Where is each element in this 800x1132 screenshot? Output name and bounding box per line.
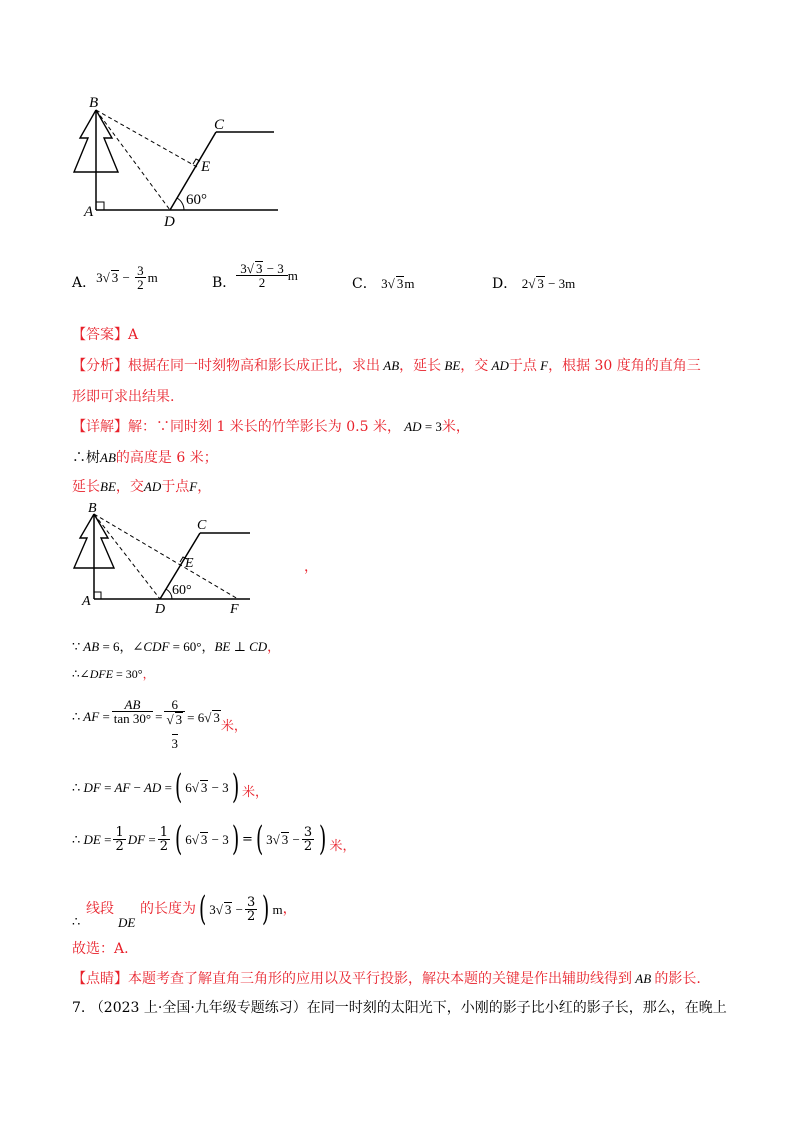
fig1-label-E: E xyxy=(201,159,211,175)
comment-line: 【点睛】本题考查了解直角三角形的应用以及平行投影，解决本题的关键是作出辅助线得到 AB 的影长. xyxy=(72,971,701,987)
detail-line-3: 延长BE，交AD于点F， xyxy=(72,479,212,495)
fig1-label-D: D xyxy=(164,214,175,230)
choose-line: 故选：A. xyxy=(72,941,129,957)
option-a[interactable] xyxy=(72,262,158,292)
step-4: ∴ DF = AF − AD = ( 6√ 3 − 3 ) 米， xyxy=(72,767,268,807)
question-7 xyxy=(72,1001,727,1015)
step-2: ∴∠DFE = 30°， xyxy=(72,667,155,681)
step-1: ∵ AB = 6，∠CDF = 60°，BE ⊥ CD， xyxy=(72,639,281,655)
analysis-line-1: 【分析】根据在同一时刻物高和影长成正比，求出 AB，延长 BE，交 AD于点 F，根据 30 度角的直角三 xyxy=(72,358,701,374)
fig2-angle-label: 60° xyxy=(172,583,192,598)
option-b-label: B． xyxy=(212,275,237,291)
fig1-angle-label: 60° xyxy=(186,192,207,208)
option-c-expression: 3√ 3m xyxy=(381,276,415,291)
fig2-label-F: F xyxy=(230,602,239,617)
fig1-label-B: B xyxy=(89,95,99,111)
answer-value: A xyxy=(128,327,139,343)
answer-tag: 【答案】 xyxy=(72,327,128,343)
detail-tag: 【详解】 xyxy=(72,419,128,435)
answer-line xyxy=(72,328,138,342)
option-c-label: C． xyxy=(352,276,377,292)
detail-line-2: ∴树AB的高度是 6 米； xyxy=(72,450,218,466)
figure-1-diagram xyxy=(60,90,290,230)
step-3: ∴ AF = $\frac{AB}{\tan 30^\circ}$ = 6 √ 3 3 = 6√ 3 米， xyxy=(72,697,247,751)
analysis-line-2: 形即可求出结果. xyxy=(72,389,175,405)
fig2-label-D: D xyxy=(155,602,166,617)
fig2-label-A: A xyxy=(82,594,91,609)
question-7-source: （2023 上·全国·九年级专题练习） xyxy=(89,1000,307,1016)
analysis-tag: 【分析】 xyxy=(72,358,128,374)
fig2-label-C: C xyxy=(197,518,207,533)
question-7-number: 7. xyxy=(72,1000,86,1016)
figure-2-diagram xyxy=(60,498,260,618)
fig1-label-C: C xyxy=(214,117,225,133)
option-a-expression: 3 √ 3 − $\frac{3}{2}$ m xyxy=(96,262,158,292)
detail-line-1: 【详解】解：∵同时刻 1 米长的竹竿影长为 0.5 米， AD = 3米， xyxy=(72,419,470,435)
option-d-expression: 2√ 3 − 3m xyxy=(521,276,576,291)
figure-2-comma: ， xyxy=(304,559,318,575)
fig1-label-A: A xyxy=(84,204,94,220)
option-c[interactable] xyxy=(352,276,414,291)
fig2-label-B: B xyxy=(88,501,97,516)
option-b-expression: $\frac{3√ 3 - 3}{2}$ m xyxy=(236,261,298,289)
option-d[interactable] xyxy=(492,276,575,291)
option-a-label: A． xyxy=(72,275,97,291)
fig2-label-E: E xyxy=(185,556,194,571)
step-5: ∴ DE = $\frac{1}{2}$ DF = $\frac{1}{2}$ ( 6√ 3 − 3 ) = ( 3√ 3 − $\frac{3}{2}$ ) 米， xyxy=(72,819,356,859)
option-b[interactable] xyxy=(212,258,298,292)
option-d-label: D． xyxy=(492,276,518,292)
comment-tag: 【点睛】 xyxy=(72,971,128,987)
question-7-text: 在同一时刻的太阳光下，小刚的影子比小红的影子长，那么，在晚上 xyxy=(306,1000,727,1016)
